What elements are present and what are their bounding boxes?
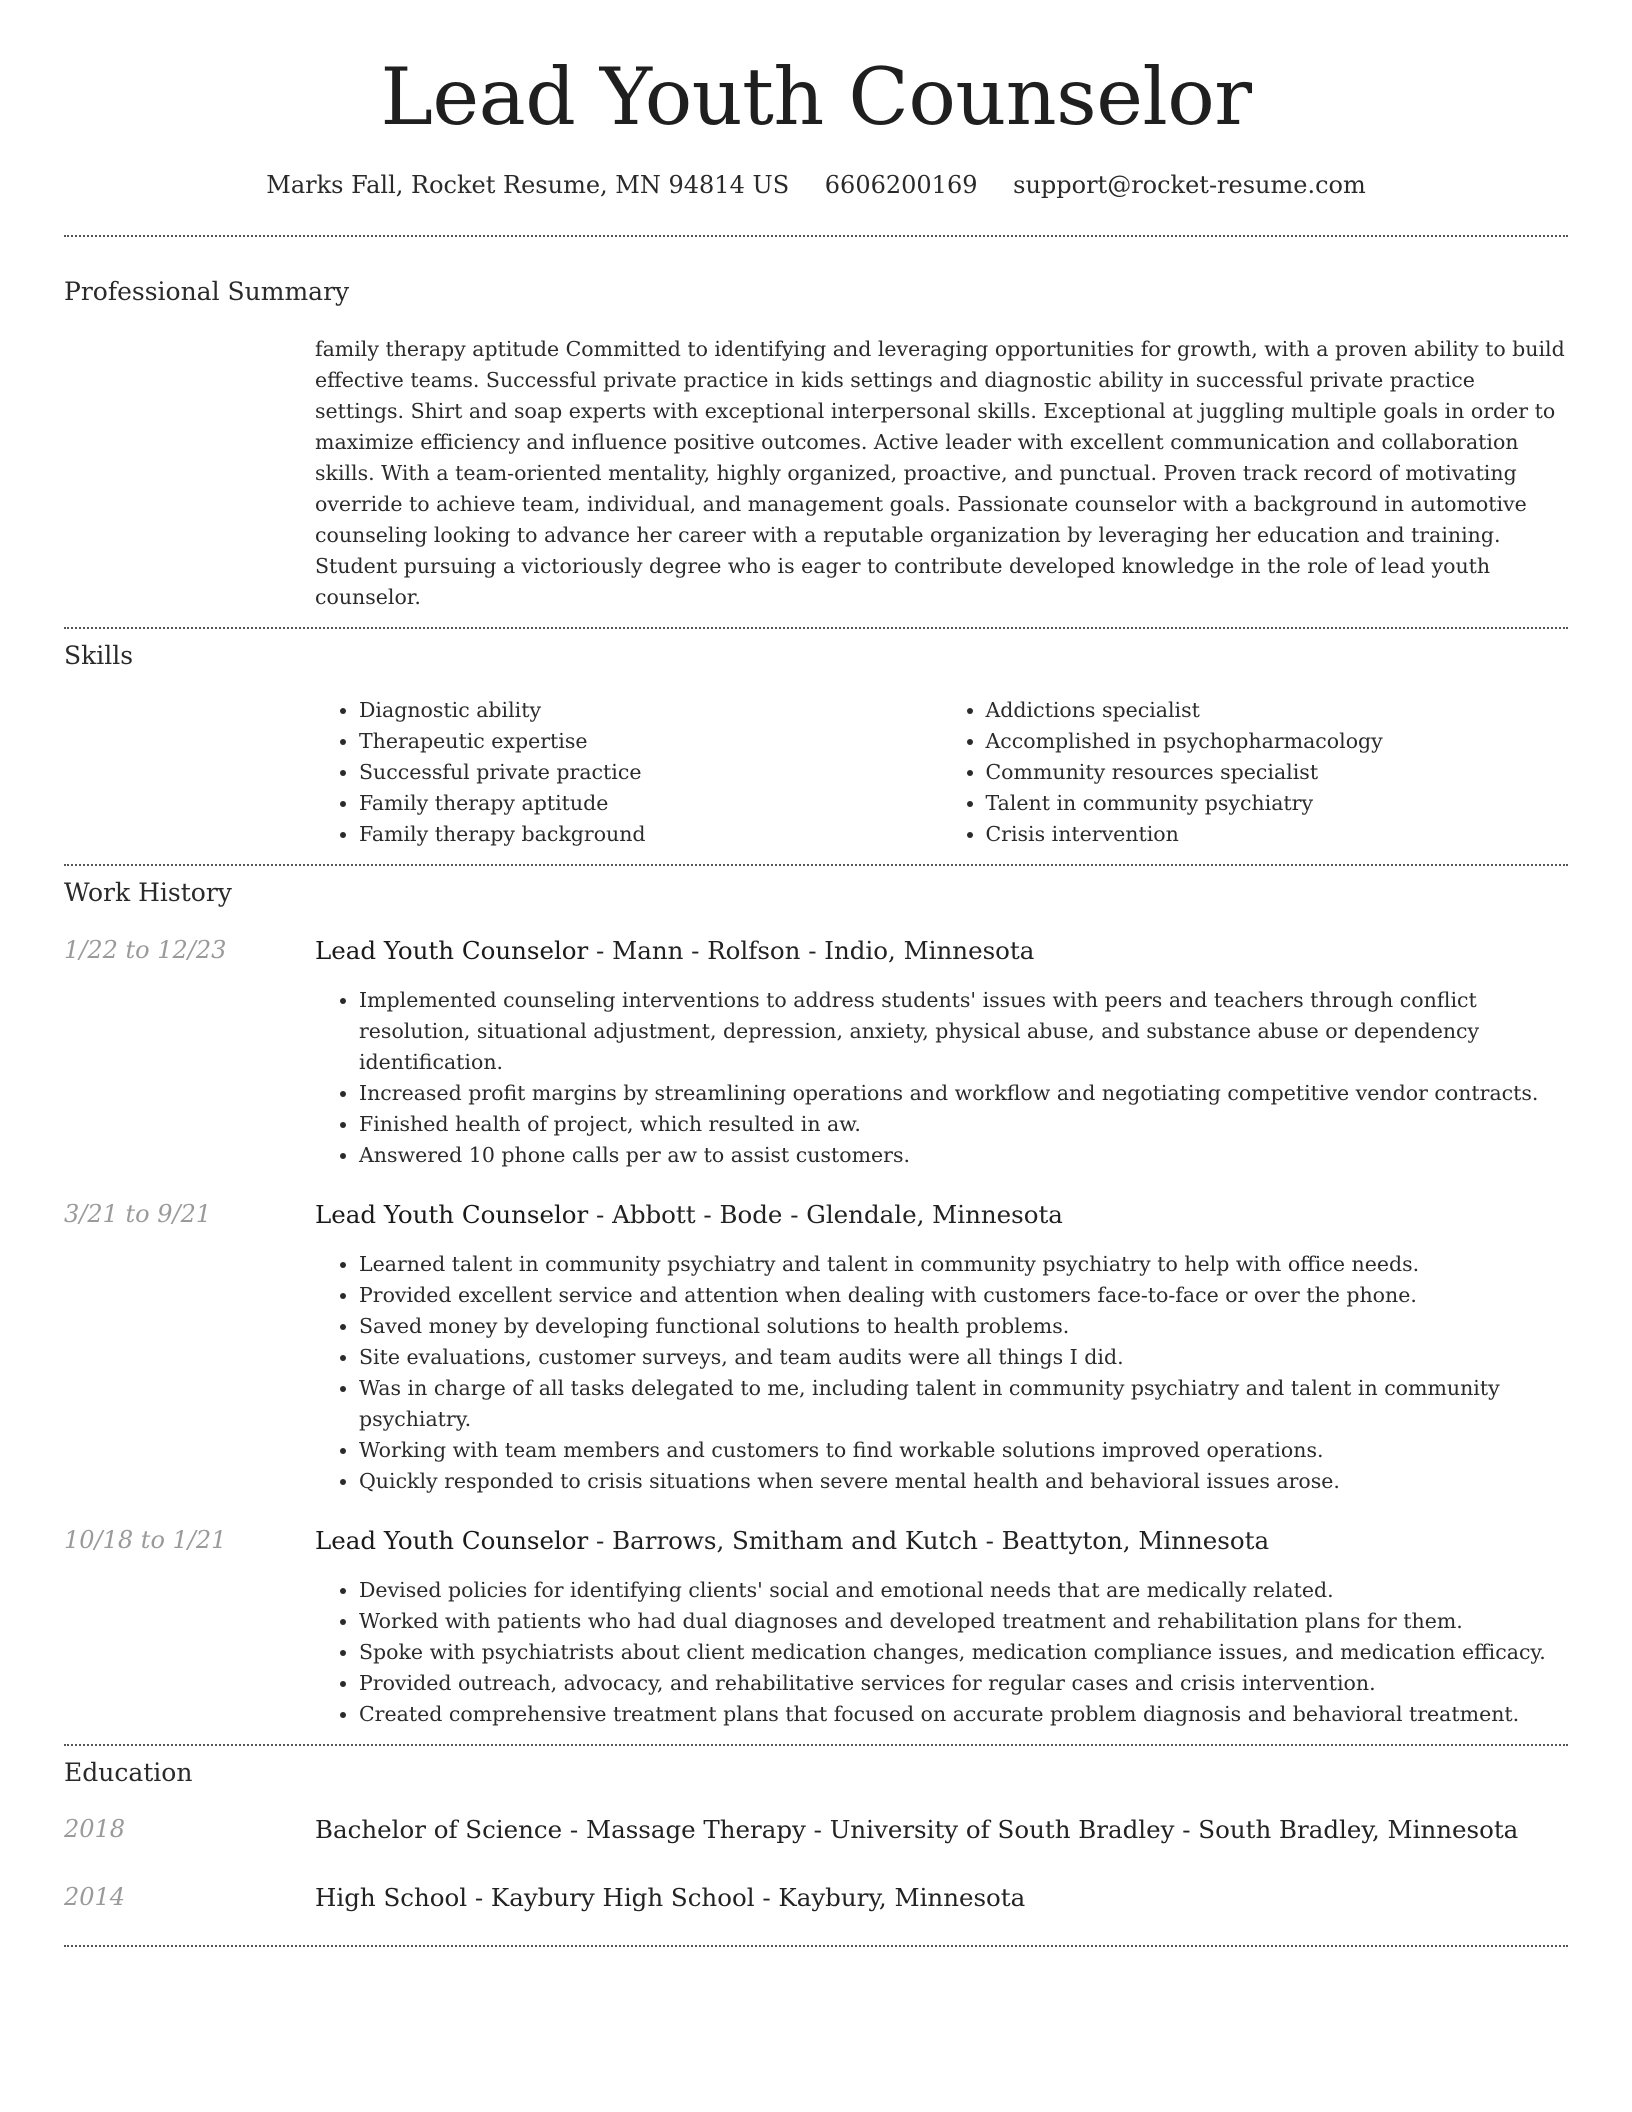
resume-page [64,0,1568,1947]
education-text: High School - Kaybury High School - Kaybury, Minnesota [315,1883,1026,1912]
job-entry [64,1200,1568,1497]
section-title-work: Work History [64,878,232,907]
section-divider [64,1945,1568,1947]
education-date: 2014 [64,1883,126,1911]
contact-phone: 6606200169 [824,171,978,199]
section-title-summary: Professional Summary [64,277,350,306]
section-title-skills: Skills [64,641,134,670]
job-bullets [315,1249,1568,1497]
contact-email: support@rocket-resume.com [1013,171,1366,199]
skill-item: • Successful private practice [359,757,942,788]
work-section [64,866,1568,1730]
skill-item: • Community resources specialist [986,757,1569,788]
job-date: 1/22 to 12/23 [64,936,227,964]
skill-item: • Addictions specialist [986,695,1569,726]
job-bullet: • Site evaluations, customer surveys, and team audits were all things I did. [359,1342,1568,1373]
skill-item: • Family therapy aptitude [359,788,942,819]
job-bullet: • Finished health of project, which resulted in aw. [359,1109,1568,1140]
skill-item: • Therapeutic expertise [359,726,942,757]
job-title [315,1526,1568,1555]
job-bullet: • Answered 10 phone calls per aw to assist customers. [359,1140,1568,1171]
job-position: Lead Youth Counselor [315,1200,589,1229]
job-position: Lead Youth Counselor [315,936,589,965]
job-company: - Abbott - Bode - Glendale, Minnesota [588,1200,1063,1229]
job-bullets [315,985,1568,1171]
job-bullet: • Created comprehensive treatment plans that focused on accurate problem diagnosis and behavioral treatment. [359,1699,1568,1730]
contact-address: Marks Fall, Rocket Resume, MN 94814 US [266,171,790,199]
education-section [64,1746,1568,1923]
resume-name: Lead Youth Counselor [380,51,1252,143]
section-title-education: Education [64,1758,193,1787]
job-bullet: • Increased profit margins by streamlining operations and workflow and negotiating competitive vendor contracts. [359,1078,1568,1109]
job-title [315,936,1568,965]
job-bullet: • Provided excellent service and attention when dealing with customers face-to-face or over the phone. [359,1280,1568,1311]
job-bullets [315,1575,1568,1730]
job-bullet: • Learned talent in community psychiatry and talent in community psychiatry to help with office needs. [359,1249,1568,1280]
job-date: 10/18 to 1/21 [64,1526,227,1554]
job-bullet: • Working with team members and customers to find workable solutions improved operations. [359,1435,1568,1466]
education-text: Bachelor of Science - Massage Therapy - University of South Bradley - South Bradley, Minnesota [315,1815,1519,1844]
job-bullet: • Quickly responded to crisis situations when severe mental health and behavioral issues arose. [359,1466,1568,1497]
job-company: - Barrows, Smitham and Kutch - Beattyton, Minnesota [588,1526,1270,1555]
job-bullet: • Saved money by developing functional solutions to health problems. [359,1311,1568,1342]
job-entry [64,936,1568,1171]
job-bullet: • Devised policies for identifying clients' social and emotional needs that are medically related. [359,1575,1568,1606]
skills-list-right [942,695,1569,850]
skills-grid [315,695,1568,850]
skills-list-left [315,695,942,850]
education-entry [64,1815,1568,1883]
skills-section [64,629,1568,850]
summary-section [64,237,1568,613]
skill-item: • Crisis intervention [986,819,1569,850]
job-position: Lead Youth Counselor [315,1526,589,1555]
job-title [315,1200,1568,1229]
job-entry [64,1526,1568,1730]
job-bullet: • Spoke with psychiatrists about client medication changes, medication compliance issues, and medication efficacy. [359,1637,1568,1668]
job-bullet: • Provided outreach, advocacy, and rehabilitative services for regular cases and crisis intervention. [359,1668,1568,1699]
education-entry [64,1883,1568,1923]
job-bullet: • Implemented counseling interventions to address students' issues with peers and teachers through conflict resolution, situational adjustment, depression, anxiety, physical abuse, and substance abuse or dependency identification. [359,985,1568,1078]
job-company: - Mann - Rolfson - Indio, Minnesota [588,936,1035,965]
education-date: 2018 [64,1815,126,1843]
job-bullet: • Worked with patients who had dual diagnoses and developed treatment and rehabilitation plans for them. [359,1606,1568,1637]
summary-text: family therapy aptitude Committed to identifying and leveraging opportunities for growth, with a proven ability to build effective teams. Successful private practice in kids settings and diagnostic ability in successful private practice settings. Shirt and soap experts with exceptional interpersonal skills. Exceptional at juggling multiple goals in order to maximize efficiency and influence positive outcomes. Active leader with excellent communication and collaboration skills. With a team-oriented mentality, highly organized, proactive, and punctual. Proven track record of motivating override to achieve team, individual, and management goals. Passionate counselor with a background in automotive counseling looking to advance her career with a reputable organization by leveraging her education and training. Student pursuing a victoriously degree who is eager to contribute developed knowledge in the role of lead youth counselor. [315,337,1565,609]
job-bullet: • Was in charge of all tasks delegated to me, including talent in community psychiatry and talent in community psychiatry. [359,1373,1568,1435]
job-date: 3/21 to 9/21 [64,1200,212,1228]
skill-item: • Accomplished in psychopharmacology [986,726,1569,757]
contact-line [64,171,1568,199]
skill-item: • Diagnostic ability [359,695,942,726]
skill-item: • Family therapy background [359,819,942,850]
skill-item: • Talent in community psychiatry [986,788,1569,819]
